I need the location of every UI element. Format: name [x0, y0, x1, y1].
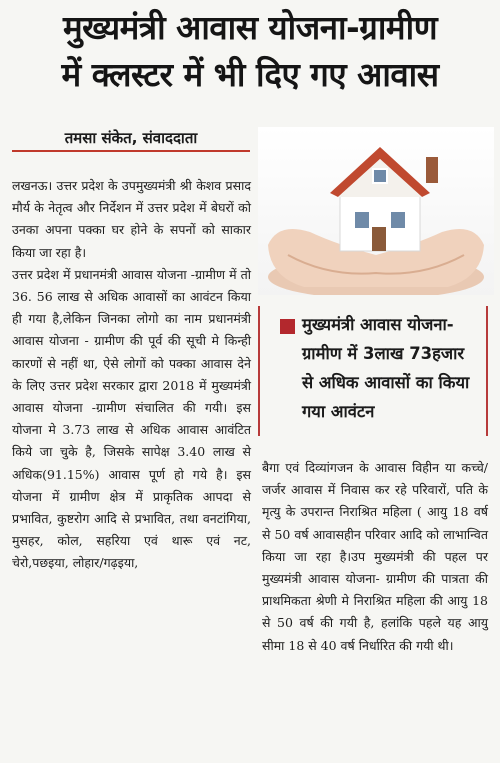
article-left-column — [12, 175, 251, 575]
article-paragraph-3: बैगा एवं दिव्यांगजन के आवास विहीन या कच्चे/जर्जर आवास में निवास कर रहे परिवारों, पति के मृत्यु के उपरान्त निराश्रित महिला ( आयु 18 वर्ष से 50 वर्ष आवासहीन परिवार आदि को लाभान्वित किया जा रहा है।उप मुख्यमंत्री की पहल पर मुख्यमंत्री आवास योजना- ग्रामीण की पात्रता की प्राथमिकता श्रेणी मे निराश्रित महिला की आयु 18 से 50 वर्ष की गयी है, हलांकि पहले यह आयु सीमा 18 से 40 वर्ष निर्धारित की गयी थी। — [262, 460, 488, 653]
article-paragraph-1: लखनऊ। उत्तर प्रदेश के उपमुख्यमंत्री श्री केशव प्रसाद मौर्य के नेतृत्व और निर्देशन में उत्तर प्रदेश में बेघरों को उनका अपना पक्का घर होने के सपनों को साकार किया जा रहा है। — [12, 178, 251, 260]
headline-line-2: में क्लस्टर में भी दिए गए आवास — [61, 55, 439, 94]
headline — [0, 4, 500, 98]
byline: तमसा संकेत, संवाददाता — [64, 129, 198, 147]
house-in-hands-photo — [258, 127, 494, 295]
article-paragraph-2: उत्तर प्रदेश में प्रधानमंत्री आवास योजना -ग्रामीण में तो 36. 56 लाख से अधिक आवासों का आवंटन किया ही गया है,लेकिन जिनका लोगो का नाम प्रधानमंत्री आवास योजना - ग्रामीण की पूर्व की सूची मे किन्ही कारणों से नहीं था, ऐसे लोगों को पक्का आवास देने के लिए उत्तर प्रदेश सरकार द्वारा 2018 में मुख्यमंत्री आवास योजना -ग्रामीण संचालित की गयी। इस योजना मे 3.73 लाख से अधिक आवास आवंटित किये जा चुके है, जिसके सापेक्ष 3.40 लाख से अधिक(91.15%) आवास पूर्ण हो गये है। इस योजना में ग्रामीण क्षेत्र में प्राकृतिक आपदा से प्रभावित, कुष्टरोग आदि से प्रभावित, तथा वनटांगिया, मुसहर, कोल, सहरिया एवं थारू एवं नट, चेरो,पछइया, लोहार/गढ़इया, — [12, 266, 251, 571]
house-in-hands-illustration — [258, 127, 494, 295]
callout-marker — [280, 319, 295, 334]
headline-line-1: मुख्यमंत्री आवास योजना-ग्रामीण — [62, 8, 438, 47]
article-right-column — [262, 457, 488, 657]
callout-text: मुख्यमंत्री आवास योजना- ग्रामीण में 3लाख 73हजार से अधिक आवासों का किया गया आवंटन — [302, 315, 470, 421]
callout-box — [258, 306, 488, 436]
byline-divider — [12, 150, 250, 152]
